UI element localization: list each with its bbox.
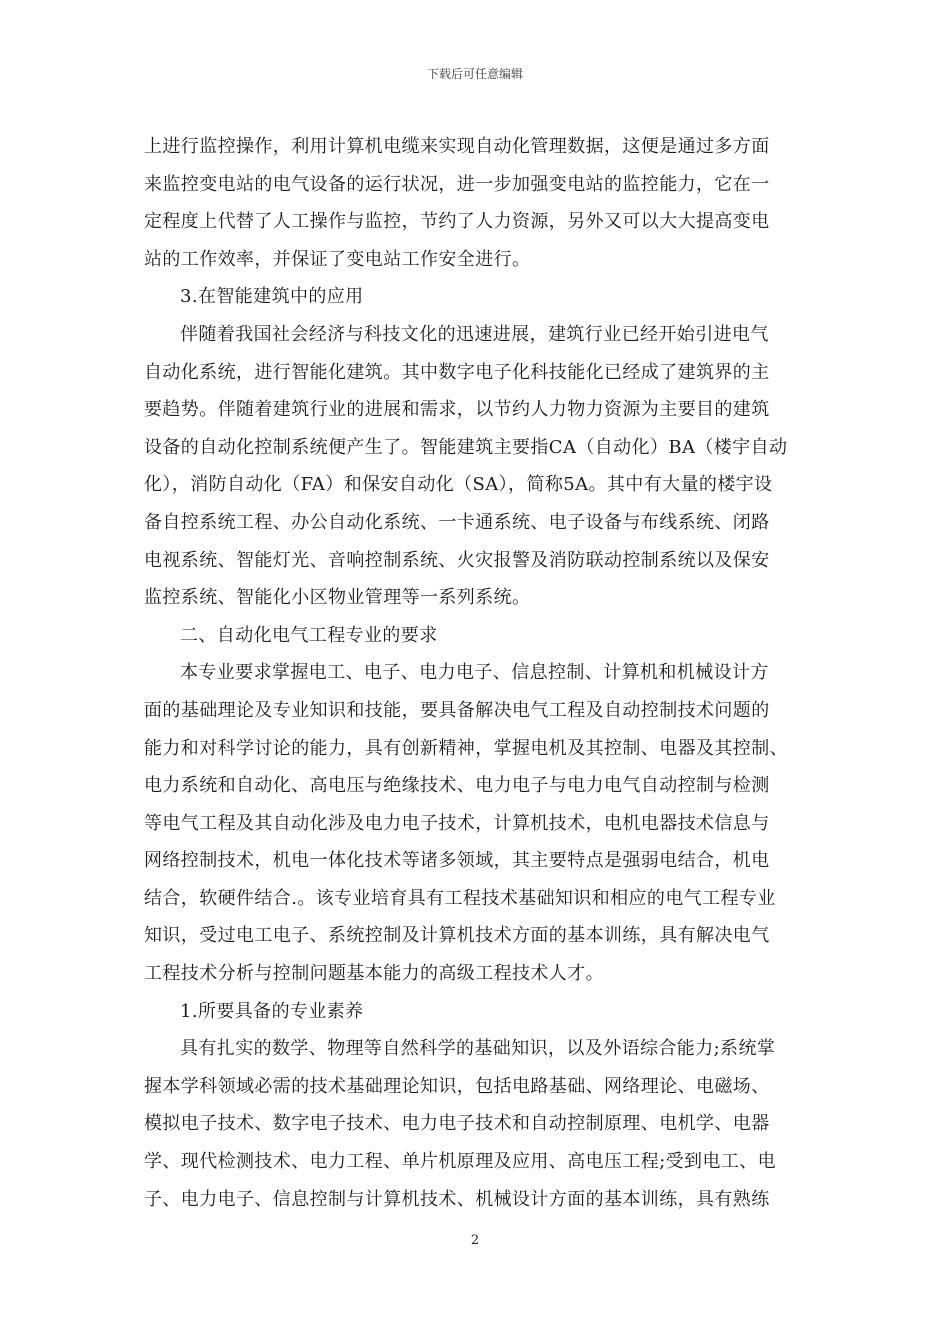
text-line: 监控系统、智能化小区物业管理等一系列系统。: [144, 587, 531, 609]
text-line: 伴随着我国社会经济与科技文化的迅速进展，建筑行业已经开始引进电气: [180, 323, 769, 345]
text-line: 上进行监控操作，利用计算机电缆来实现自动化管理数据，这便是通过多方面: [144, 136, 770, 157]
text-line: 能力和对科学讨论的能力，具有创新精神，掌握电机及其控制、电器及其控制、: [144, 737, 788, 759]
text-line: 自动化系统，进行智能化建筑。其中数字电子化科技能化已经成了建筑界的主: [144, 361, 770, 383]
text-line: 来监控变电站的电气设备的运行状况，进一步加强变电站的监控能力，它在一: [144, 173, 770, 195]
text-line: 知识，受过电工电子、系统控制及计算机技术方面的基本训练，具有解决电气: [144, 925, 770, 947]
text-line: 本专业要求掌握电工、电子、电力电子、信息控制、计算机和机械设计方: [180, 662, 769, 684]
text-line: 学、现代检测技术、电力工程、单片机原理及应用、高电压工程;受到电工、电: [144, 1151, 777, 1173]
text-line: 结合，软硬件结合.。该专业培育具有工程技术基础知识和相应的电气工程专业: [144, 887, 776, 909]
text-line: 电力系统和自动化、高电压与绝缘技术、电力电子与电力电气自动控制与检测: [144, 775, 770, 797]
text-line: 要趋势。伴随着建筑行业的进展和需求，以节约人力物力资源为主要目的建筑: [144, 399, 770, 421]
text-line: 面的基础理论及专业知识和技能，要具备解决电气工程及自动控制技术问题的: [144, 699, 770, 721]
document-body: [144, 128, 816, 1218]
text-line: 模拟电子技术、数字电子技术、电力电子技术和自动控制原理、电机学、电器: [144, 1113, 770, 1135]
text-line: 网络控制技术，机电一体化技术等诸多领域，其主要特点是强弱电结合，机电: [144, 850, 770, 872]
text-line: 站的工作效率，并保证了变电站工作安全进行。: [144, 248, 531, 270]
text-line: 工程技术分析与控制问题基本能力的高级工程技术人才。: [144, 963, 604, 985]
text-line: 二、自动化电气工程专业的要求: [180, 624, 438, 646]
text-line: 化），消防自动化（FA）和保安自动化（SA），简称5A。其中有大量的楼宇设: [144, 474, 773, 496]
text-line: 电视系统、智能灯光、音响控制系统、火灾报警及消防联动控制系统以及保安: [144, 549, 770, 571]
page-number: 2: [470, 1233, 480, 1248]
text-line: 3.在智能建筑中的应用: [180, 286, 364, 308]
page-header: 下载后可任意编辑: [426, 67, 523, 81]
text-line: 握本学科领域必需的技术基础理论知识，包括电路基础、网络理论、电磁场、: [144, 1075, 770, 1097]
text-line: 1.所要具备的专业素养: [180, 1000, 364, 1022]
text-line: 设备的自动化控制系统便产生了。智能建筑主要指CA（自动化）BA（楼宇自动: [144, 436, 788, 458]
text-line: 具有扎实的数学、物理等自然科学的基础知识，以及外语综合能力;系统掌: [180, 1038, 776, 1060]
text-line: 等电气工程及其自动化涉及电力电子技术，计算机技术，电机电器技术信息与: [144, 812, 770, 834]
text-line: 子、电力电子、信息控制与计算机技术、机械设计方面的基本训练，具有熟练: [144, 1188, 770, 1210]
text-line: 备自控系统工程、办公自动化系统、一卡通系统、电子设备与布线系统、闭路: [144, 511, 770, 533]
text-line: 定程度上代替了人工操作与监控，节约了人力资源，另外又可以大大提高变电: [144, 211, 770, 233]
